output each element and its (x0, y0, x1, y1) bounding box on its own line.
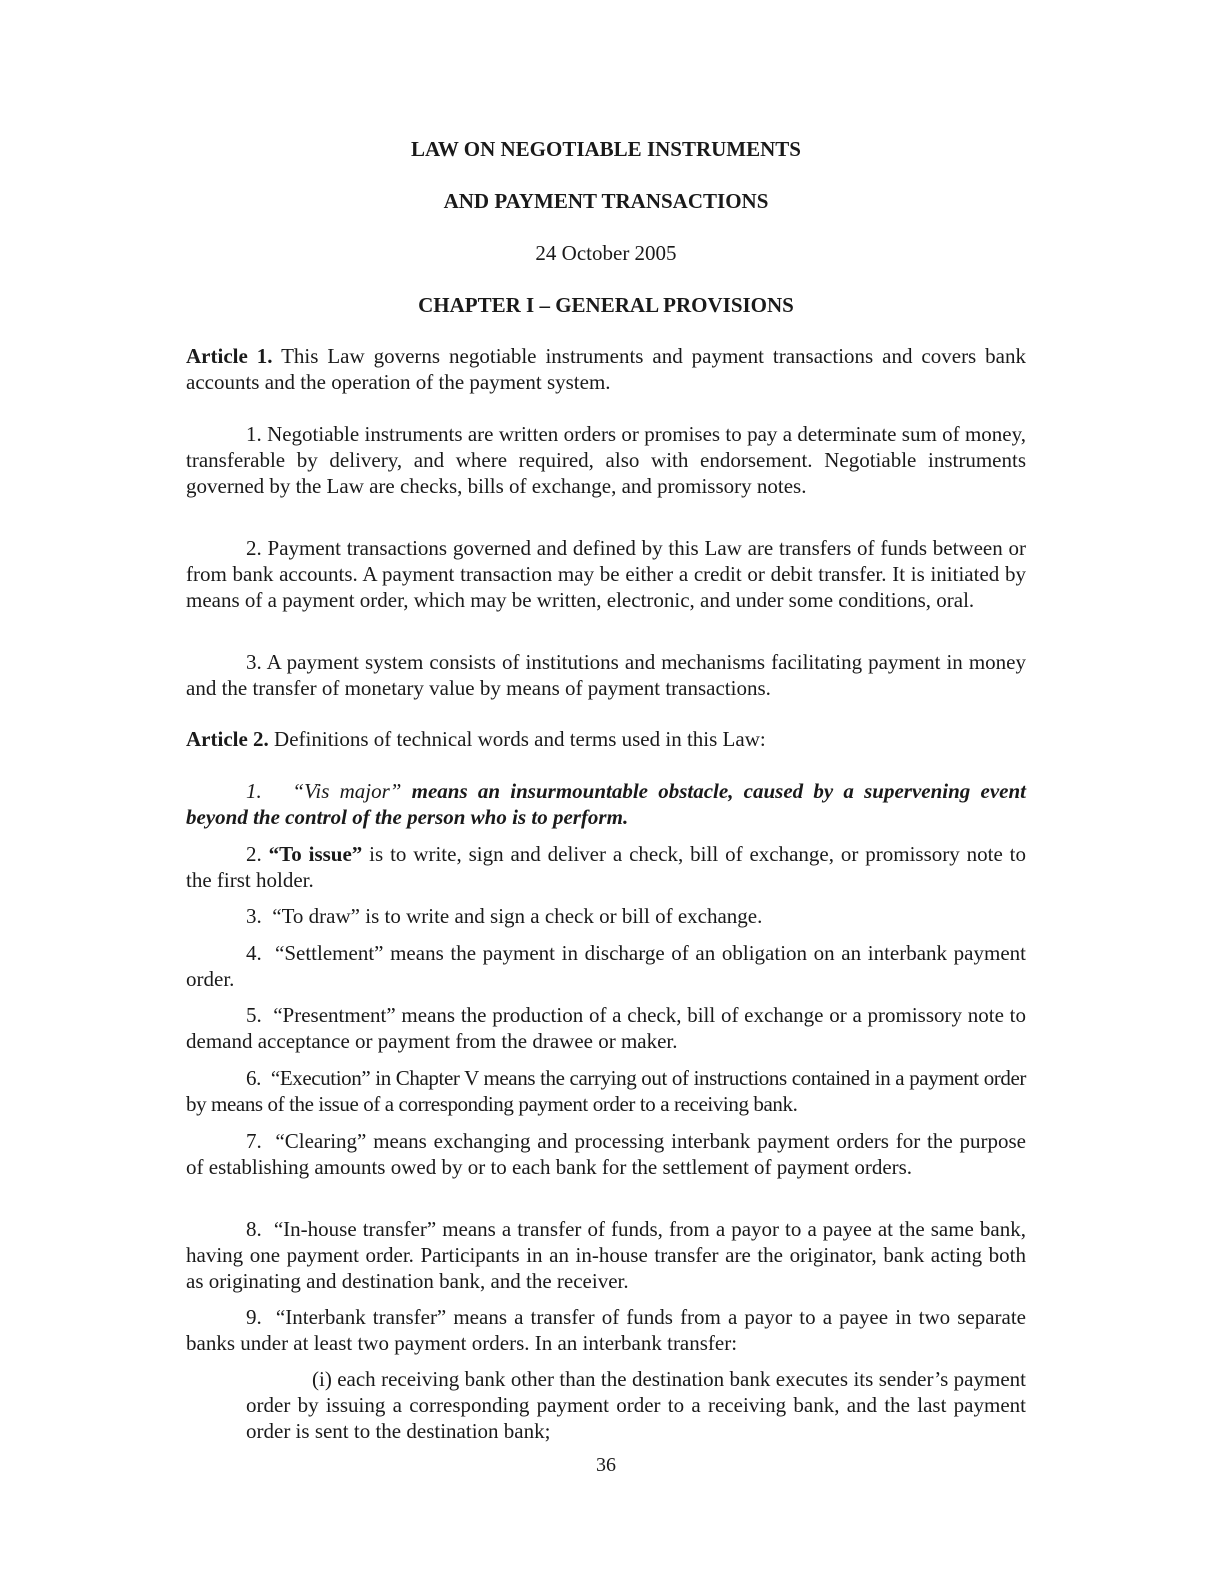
definition-7: 7. “Clearing” means exchanging and processing interbank payment orders for the purpose of establishing amounts owed by or to each bank for the settlement of payment orders. (186, 1129, 1026, 1179)
definition-8: 8. “In-house transfer” means a transfer of funds, from a payor to a payee at the same bank, having one payment order. Participants in an in-house transfer are the originator, bank acting both as originating and destination bank, and the receiver. (186, 1217, 1026, 1293)
definition-2-number: 2. (246, 842, 269, 866)
title-line-1: LAW ON NEGOTIABLE INSTRUMENTS (411, 137, 801, 161)
definition-2-text: is to write, sign and deliver a check, bill of exchange, or promissory note to the first holder. (186, 842, 1027, 892)
definition-9: 9. “Interbank transfer” means a transfer of funds from a payor to a payee in two separate banks under at least two payment orders. In an interbank transfer: (186, 1305, 1026, 1355)
document-date: 24 October 2005 (535, 241, 677, 265)
definition-1-text: means an insurmountable obstacle, caused by a supervening event beyond the control of the person who is to perform. (186, 779, 1027, 829)
definition-2 (186, 841, 1026, 893)
article-1-item-1: 1. Negotiable instruments are written orders or promises to pay a determinate sum of money, transferable by delivery, and where required, also with endorsement. Negotiable instruments governed by the Law are checks, bills of exchange, and promissory notes. (186, 422, 1026, 498)
definition-2-term: “To issue” (268, 842, 363, 866)
page-number: 36 (596, 1454, 616, 1476)
article-2-paragraph (186, 726, 1026, 752)
article-1-text: This Law governs negotiable instruments and payment transactions and covers bank accounts and the operation of the payment system. (186, 344, 1026, 394)
definition-6: 6. “Execution” in Chapter V means the carrying out of instructions contained in a payment order by means of the issue of a corresponding payment order to a receiving bank. (186, 1066, 1026, 1116)
definition-4: 4. “Settlement” means the payment in discharge of an obligation on an interbank payment order. (186, 941, 1026, 991)
definition-5: 5. “Presentment” means the production of a check, bill of exchange or a promissory note to demand acceptance or payment from the drawee or maker. (186, 1003, 1026, 1053)
definition-1-term: “Vis major” (292, 779, 402, 803)
article-2-label: Article 2. (186, 727, 269, 751)
definition-3: 3. “To draw” is to write and sign a check or bill of exchange. (246, 904, 763, 928)
article-1-paragraph (186, 343, 1026, 395)
article-1-label: Article 1. (186, 344, 273, 368)
definition-1 (186, 778, 1026, 830)
definition-9-subitem-i: (i) each receiving bank other than the destination bank executes its sender’s payment order by issuing a corresponding payment order to a receiving bank, and the last payment order is sent to the destination bank; (246, 1367, 1026, 1443)
article-1-item-2: 2. Payment transactions governed and defined by this Law are transfers of funds between or from bank accounts. A payment transaction may be either a credit or debit transfer. It is initiated by means of a payment order, which may be written, electronic, and under some conditions, oral. (186, 536, 1026, 612)
article-1-item-3: 3. A payment system consists of institutions and mechanisms facilitating payment in money and the transfer of monetary value by means of payment transactions. (186, 650, 1026, 700)
definition-1-number: 1. (246, 779, 262, 803)
title-line-2: AND PAYMENT TRANSACTIONS (443, 189, 769, 213)
chapter-heading: CHAPTER I – GENERAL PROVISIONS (418, 293, 794, 317)
article-2-text: Definitions of technical words and terms used in this Law: (268, 727, 766, 751)
